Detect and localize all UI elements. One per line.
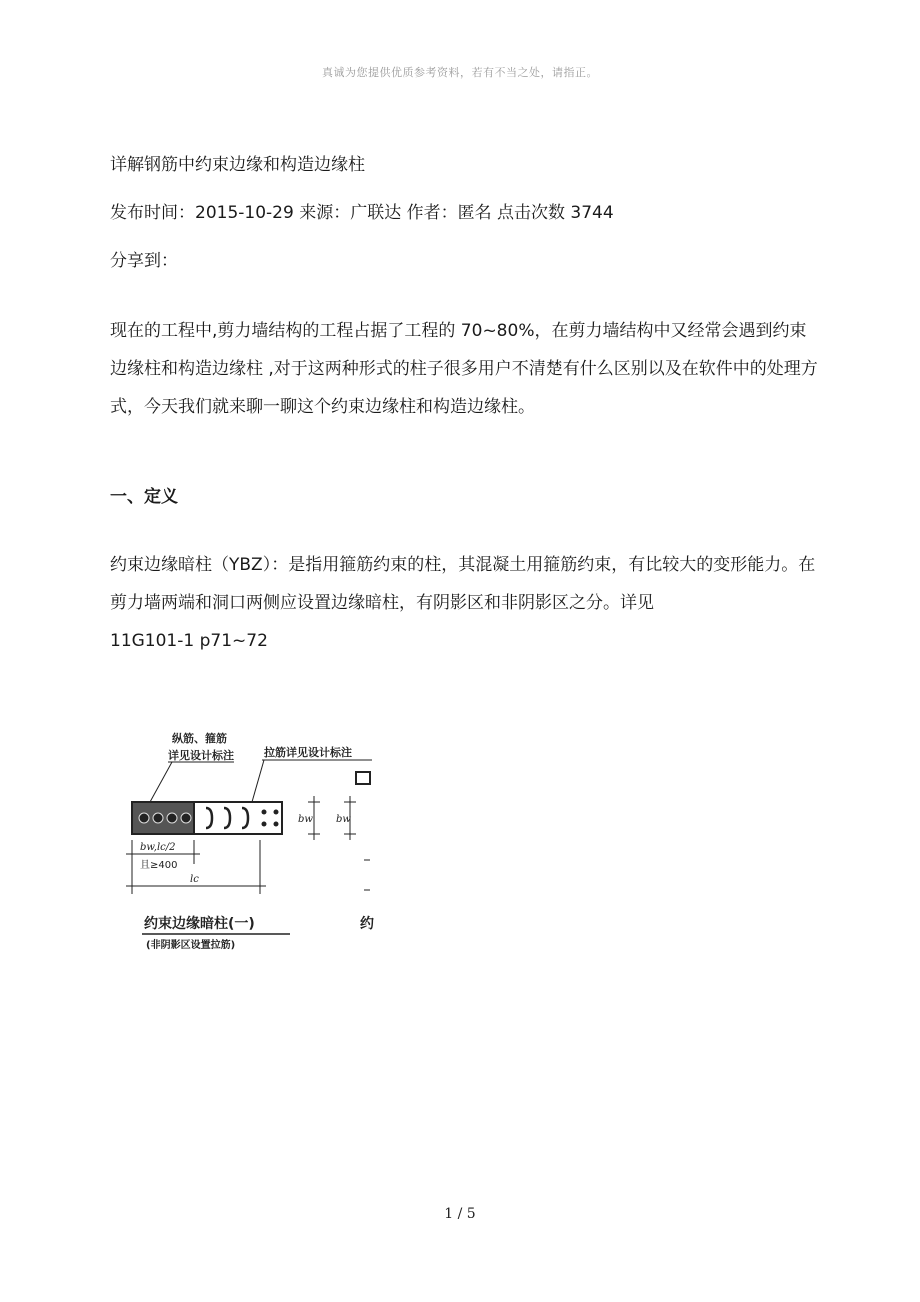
figure-caption: 约束边缘暗柱(一) (144, 916, 255, 932)
page-number: 1 / 5 (444, 1206, 476, 1222)
definition-paragraph (110, 546, 822, 660)
figure-cut-char: 约 (360, 916, 374, 932)
label-tie: 拉筋详见设计标注 (264, 746, 352, 759)
intro-paragraph: 现在的工程中,剪力墙结构的工程占据了工程的 70~80%，在剪力墙结构中又经常会遇到约束边缘柱和构造边缘柱 ,对于这两种形式的柱子很多用户不清楚有什么区别以及在软件中的处理方式，今天我们就来聊一聊这个约束边缘柱和构造边缘柱。 (110, 321, 818, 417)
section-heading: 一、定义 (110, 487, 178, 507)
definition-reference: 11G101-1 p71~72 (110, 631, 268, 651)
article-meta: 发布时间：2015-10-29 来源：广联达 作者：匿名 点击次数 3744 (110, 203, 614, 223)
watermark-text: 真诚为您提供优质参考资料，若有不当之处，请指正。 (322, 66, 598, 79)
share-label: 分享到： (110, 251, 178, 271)
rebar-diagram (124, 722, 372, 958)
dim-half: bw,lc/2 (140, 842, 176, 853)
figure-subcaption: (非阴影区设置拉筋) (146, 940, 236, 951)
dim-bw: bw (298, 814, 313, 825)
dim-lc: lc (190, 874, 199, 885)
label-see-design: 详见设计标注 (168, 749, 234, 762)
dim-min: 且≥400 (140, 860, 178, 871)
definition-text: 约束边缘暗柱（YBZ）：是指用箍筋约束的柱，其混凝土用箍筋约束，有比较大的变形能力。在剪力墙两端和洞口两侧应设置边缘暗柱，有阴影区和非阴影区之分。详见 (110, 555, 816, 613)
svg-text:bw: bw (336, 814, 351, 825)
article-title: 详解钢筋中约束边缘和构造边缘柱 (110, 155, 365, 175)
label-longitudinal: 纵筋、箍筋 (172, 732, 227, 745)
